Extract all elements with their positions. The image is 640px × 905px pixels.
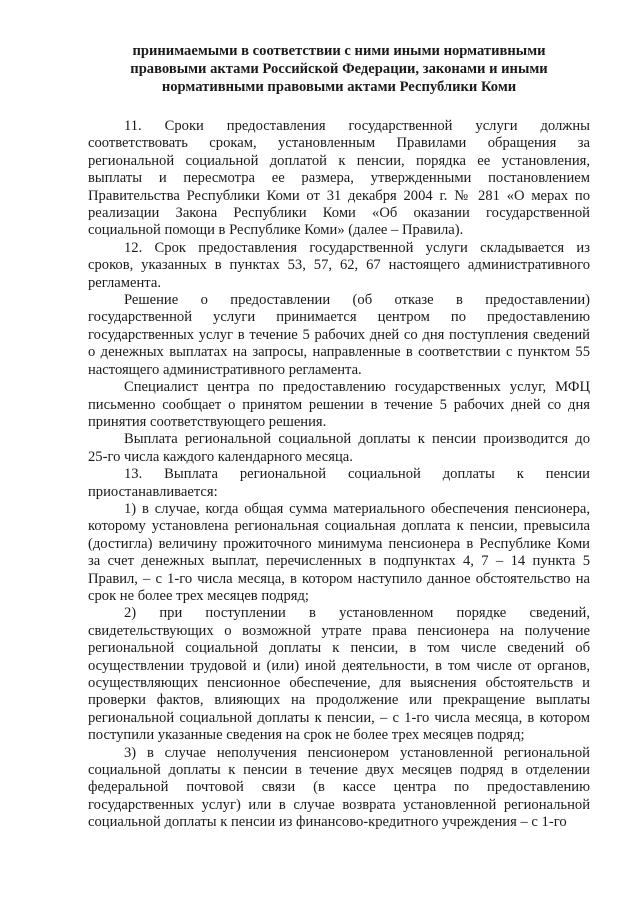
text-line: социальной доплаты к пенсии из финансово-кредитного учреждения – с 1-го [88, 814, 567, 831]
paragraph [88, 501, 590, 605]
text-line: поступили указанные сведения на срок не более трех месяцев подряд; [88, 727, 525, 744]
text-line: выплаты и пересмотра ее размера, утвержденными постановлением [88, 170, 590, 187]
document-page [88, 42, 590, 832]
text-line: Выплата региональной социальной доплаты к пенсии производится до [124, 431, 590, 448]
text-line: за счет денежных выплат, перечисленных в подпунктах 4, 7 – 14 пункта 5 [88, 553, 590, 570]
paragraph [88, 292, 590, 379]
text-line: социальной помощи в Республике Коми» (далее – Правила). [88, 222, 464, 239]
text-line: Решение о предоставлении (об отказе в предоставлении) [124, 292, 590, 309]
text-line: государственных услуг) или в случае возврата установленной региональной [88, 796, 590, 813]
text-line: Правительства Республики Коми от 31 декабря 2004 г. № 281 «О мерах по [88, 187, 590, 204]
text-line: настоящего административного регламента. [88, 361, 362, 378]
text-line: (достигла) величину прожиточного минимума пенсионера в Республике Коми [88, 535, 590, 552]
text-line: 3) в случае неполучения пенсионером установленной региональной [124, 744, 590, 761]
paragraph [88, 379, 590, 431]
text-line: 2) при поступлении в установленном порядке сведений, [124, 605, 590, 622]
heading-line: нормативными правовыми актами Республики Коми [161, 79, 517, 95]
text-line: 1) в случае, когда общая сумма материального обеспечения пенсионера, [124, 500, 590, 517]
text-line: осуществлении трудовой и (или) иной деятельности, в том числе от органов, [88, 657, 590, 674]
text-line: региональной социальной доплаты к пенсии, в том числе сведений об [88, 640, 590, 657]
heading-line: принимаемыми в соответствии с ними иными нормативными [132, 43, 546, 59]
text-line: региональной социальной доплатой к пенсии, порядка ее установления, [88, 152, 590, 169]
text-line: срок не более трех месяцев подряд; [88, 587, 309, 604]
section-heading [88, 42, 590, 96]
text-line: Правил, – с 1-го числа месяца, в котором наступило данное обстоятельство на [88, 570, 590, 587]
text-line: государственной услуги принимается центром по предоставлению [88, 309, 590, 326]
text-line: сроков, указанных в пунктах 53, 57, 62, 67 настоящего административного [88, 257, 590, 274]
text-line: федеральной почтовой связи (в кассе центра по предоставлению [88, 779, 590, 796]
text-line: 12. Срок предоставления государственной услуги складывается из [124, 239, 590, 256]
text-line: 11. Сроки предоставления государственной услуги должны [124, 118, 590, 134]
paragraph [88, 118, 590, 240]
text-line: соответствовать срокам, установленным Правилами обращения за [88, 135, 590, 152]
paragraph [88, 431, 590, 466]
text-line: приостанавливается: [88, 483, 218, 500]
text-line: региональной социальной доплаты к пенсии, – с 1-го числа месяца, в котором [88, 709, 590, 726]
text-line: 25-го числа каждого календарного месяца. [88, 448, 353, 465]
text-line: о денежных выплатах на запросы, направленные в соответствии с пунктом 55 [88, 344, 590, 361]
text-line: принятия соответствующего решения. [88, 413, 327, 430]
text-line: реализации Закона Республики Коми «Об оказании государственной [88, 205, 590, 222]
paragraph [88, 605, 590, 744]
text-line: свидетельствующих о возможной утрате права пенсионера на получение [88, 622, 590, 639]
text-line: осуществляющих пенсионное обеспечение, для выяснения обстоятельств и [88, 675, 590, 691]
text-line: которому установлена региональная социальная доплата к пенсии, превысила [88, 518, 590, 535]
document-body [88, 118, 590, 832]
text-line: письменно сообщает о принятом решении в течение 5 рабочих дней со дня [88, 396, 590, 413]
text-line: регламента. [88, 274, 161, 291]
paragraph [88, 240, 590, 292]
text-line: 13. Выплата региональной социальной доплаты к пенсии [124, 466, 590, 483]
paragraph [88, 466, 590, 501]
heading-line: правовыми актами Российской Федерации, законами и иными [130, 61, 548, 77]
paragraph [88, 745, 590, 832]
text-line: социальной доплаты к пенсии в течение двух месяцев подряд в отделении [88, 762, 590, 779]
text-line: проверки фактов, влияющих на продолжение или прекращение выплаты [88, 692, 590, 709]
text-line: государственных услуг в течение 5 рабочих дней со дня поступления сведений [88, 326, 590, 343]
text-line: Специалист центра по предоставлению государственных услуг, МФЦ [124, 379, 590, 396]
